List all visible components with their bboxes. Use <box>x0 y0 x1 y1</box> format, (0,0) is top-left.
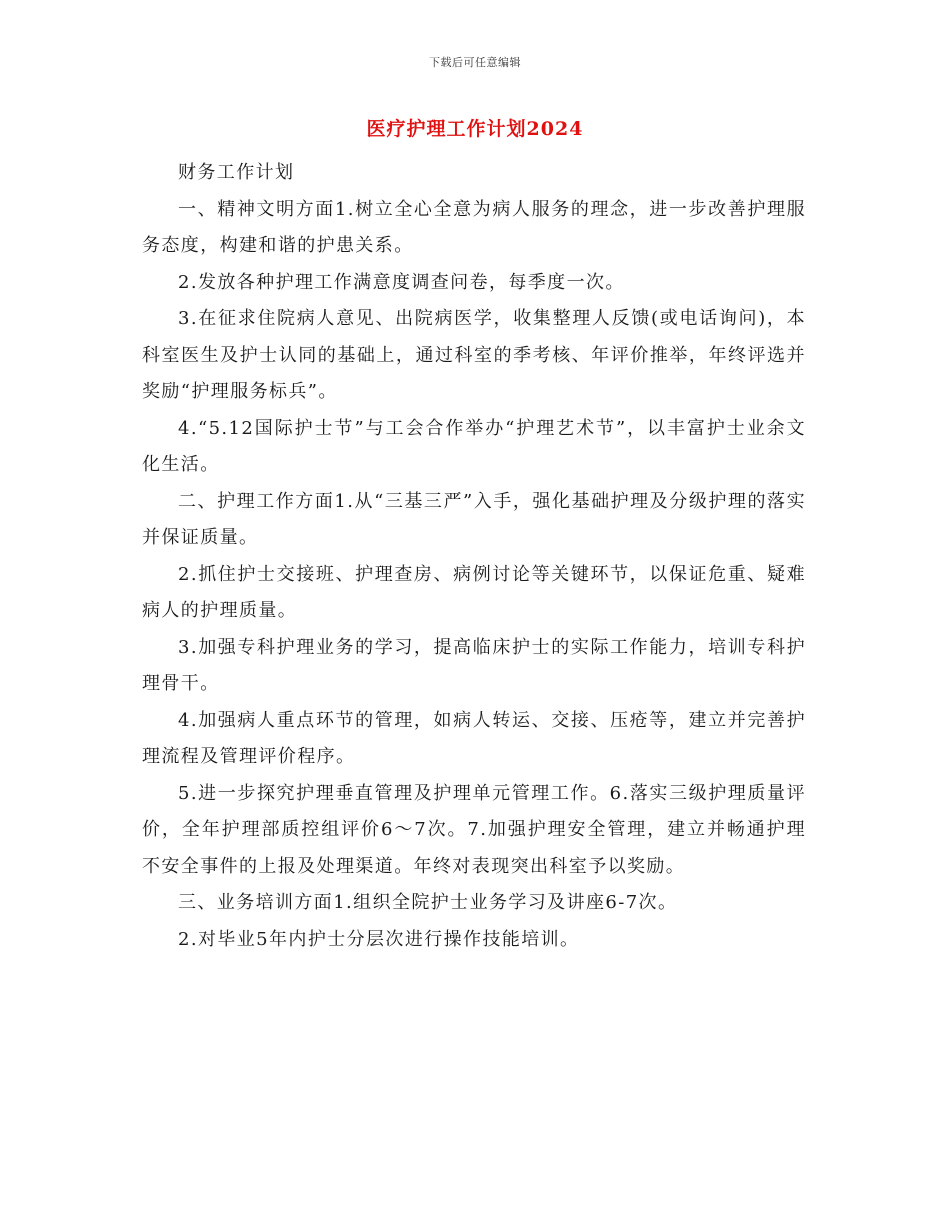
paragraph: 4.加强病人重点环节的管理，如病人转运、交接、压疮等，建立并完善护理流程及管理评价程序。 <box>142 709 806 767</box>
paragraph: 3.在征求住院病人意见、出院病医学，收集整理人反馈(或电话询问)，本科室医生及护士认同的基础上，通过科室的季考核、年评价推举，年终评选并奖励“护理服务标兵”。 <box>142 308 806 402</box>
paragraph: 5.进一步探究护理垂直管理及护理单元管理工作。6.落实三级护理质量评价，全年护理部质控组评价6～7次。7.加强护理安全管理，建立并畅通护理不安全事件的上报及处理渠道。年终对表现突出科室予以奖励。 <box>142 782 806 877</box>
page-header-note: 下载后可任意编辑 <box>429 56 521 69</box>
document-body <box>142 155 806 958</box>
document-title: 医疗护理工作计划2024 <box>366 118 584 140</box>
paragraph: 二、护理工作方面1.从“三基三严”入手，强化基础护理及分级护理的落实并保证质量。 <box>142 490 806 548</box>
paragraph: 4.“5.12国际护士节”与工会合作举办“护理艺术节”，以丰富护士业余文化生活。 <box>142 417 806 475</box>
paragraph: 一、精神文明方面1.树立全心全意为病人服务的理念，进一步改善护理服务态度，构建和谐的护患关系。 <box>142 198 806 256</box>
paragraph: 2.对毕业5年内护士分层次进行操作技能培训。 <box>178 928 580 950</box>
paragraph: 三、业务培训方面1.组织全院护士业务学习及讲座6-7次。 <box>178 892 678 913</box>
paragraph: 2.抓住护士交接班、护理查房、病例讨论等关键环节，以保证危重、疑难病人的护理质量。 <box>142 563 806 621</box>
paragraph: 财务工作计划 <box>178 162 295 183</box>
paragraph: 2.发放各种护理工作满意度调查问卷，每季度一次。 <box>178 271 625 293</box>
paragraph: 3.加强专科护理业务的学习，提高临床护士的实际工作能力，培训专科护理骨干。 <box>142 636 806 694</box>
